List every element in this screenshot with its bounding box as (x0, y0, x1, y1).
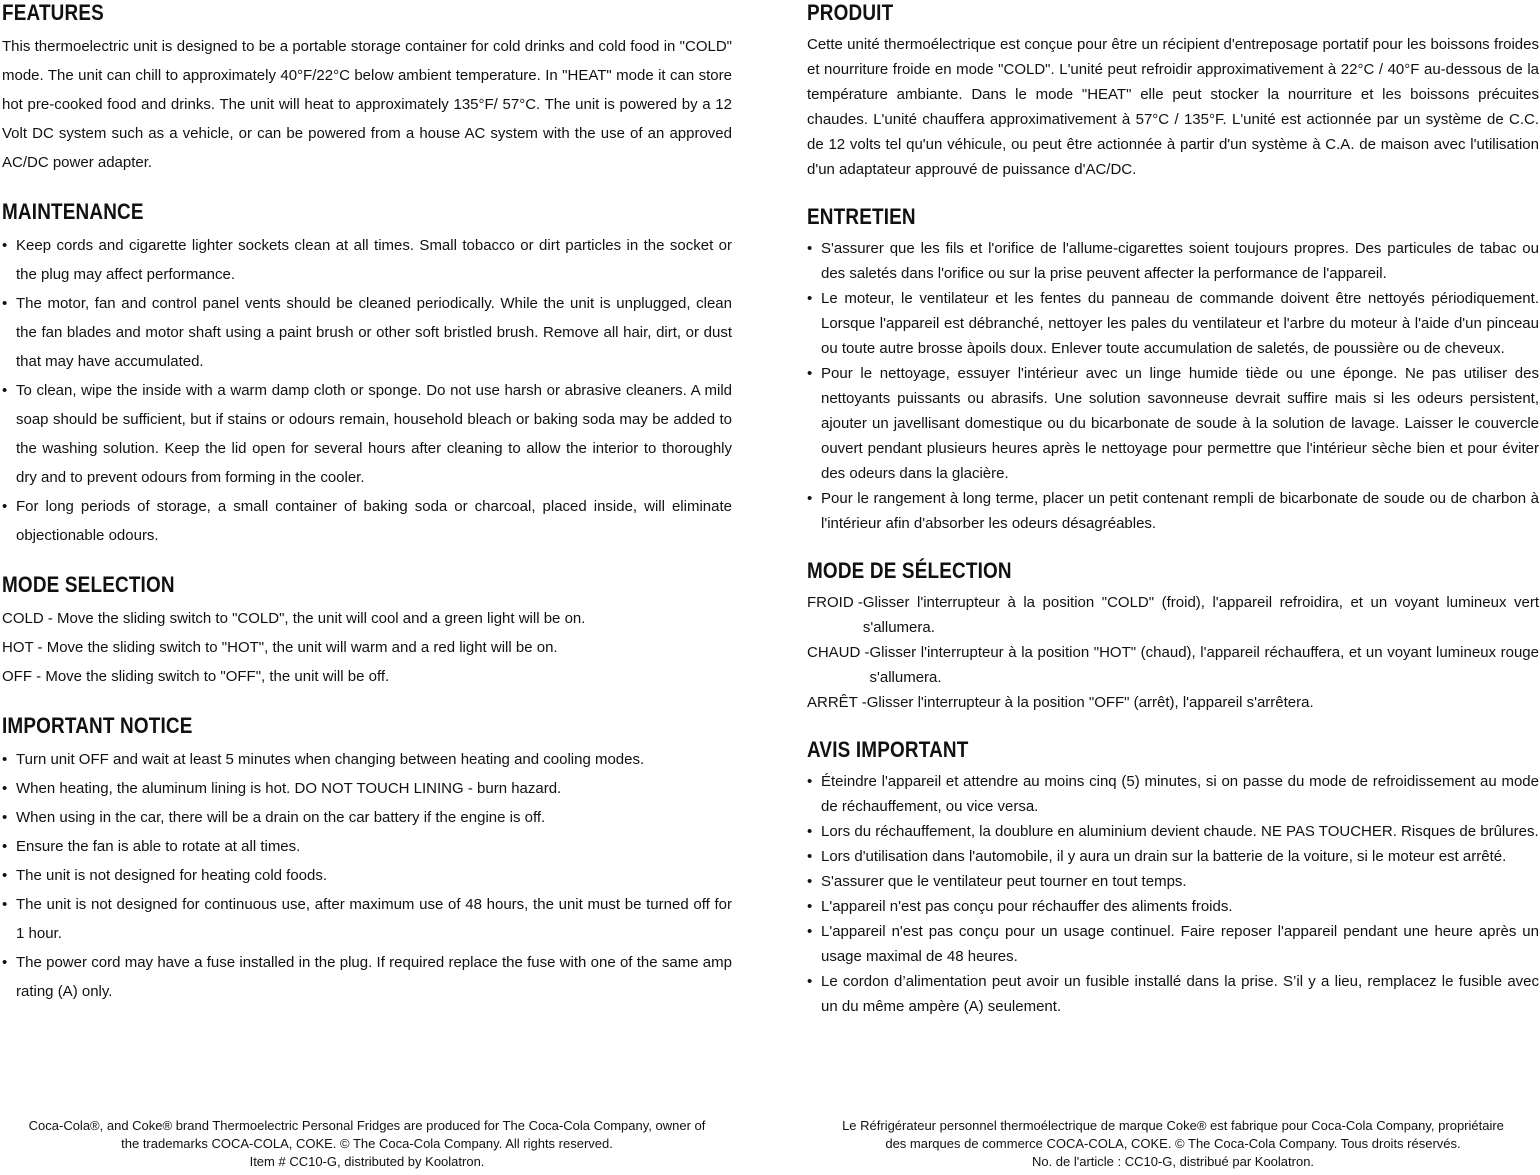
list-item: • Lors du réchauffement, la doublure en aluminium devient chaude. NE PAS TOUCHER. Risques de brûlures. (807, 819, 1539, 844)
list-item: • When using in the car, there will be a drain on the car battery if the engine is off. (2, 803, 732, 832)
english-column (2, 0, 732, 1006)
list-item: • Ensure the fan is able to rotate at all times. (2, 832, 732, 861)
avis-important-heading: AVIS IMPORTANT (807, 737, 969, 762)
mode-off: OFF - Move the sliding switch to "OFF", the unit will be off. (2, 668, 390, 685)
list-item: • When heating, the aluminum lining is hot. DO NOT TOUCH LINING - burn hazard. (2, 774, 732, 803)
mode-de-selection-section (807, 558, 1539, 715)
footer-line: des marques de commerce COCA-COLA, COKE. © The Coca-Cola Company. Tous droits réservés. (885, 1136, 1461, 1151)
footer-line: No. de l'article : CC10-G, distribué par Koolatron. (1031, 1154, 1315, 1169)
entretien-section (807, 204, 1539, 536)
mode-label: ARRÊT - (807, 694, 867, 711)
mode-arret (807, 690, 1539, 715)
mode-selection-section (2, 572, 732, 691)
french-footer (807, 1117, 1539, 1171)
important-notice-list (2, 745, 732, 1006)
list-item: • The motor, fan and control panel vents should be cleaned periodically. While the unit is unplugged, clean the fan blades and motor shaft using a paint brush or other soft bristled brush. Remove all hair, dirt, or dust that may have accumulated. (2, 289, 732, 376)
list-item: • L'appareil n'est pas conçu pour un usage continuel. Faire reposer l'appareil pendant une heure après un usage maximal de 48 heures. (807, 919, 1539, 969)
mode-de-selection-heading: MODE DE SÉLECTION (807, 558, 1012, 583)
list-item: • Éteindre l'appareil et attendre au moins cinq (5) minutes, si on passe du mode de refroidissement au mode de réchauffement, ou vice versa. (807, 769, 1539, 819)
french-column (807, 0, 1539, 1019)
list-item: • To clean, wipe the inside with a warm damp cloth or sponge. Do not use harsh or abrasive cleaners. A mild soap should be sufficient, but if stains or odours remain, household bleach or baking soda may be added to the washing solution. Keep the lid open for several hours after cleaning to allow the interior to thoroughly dry and to prevent odours from forming in the cooler. (2, 376, 732, 492)
avis-important-list (807, 769, 1539, 1019)
english-footer (2, 1117, 732, 1171)
list-item: • Keep cords and cigarette lighter sockets clean at all times. Small tobacco or dirt particles in the socket or the plug may affect performance. (2, 231, 732, 289)
mode-hot: HOT - Move the sliding switch to "HOT", the unit will warm and a red light will be on. (2, 639, 558, 656)
mode-selection-heading: MODE SELECTION (2, 572, 175, 597)
important-notice-section (2, 713, 732, 1006)
list-item: • Pour le nettoyage, essuyer l'intérieur avec un linge humide tiède ou une éponge. Ne pas utiliser des nettoyants puissants ou abrasifs. Une solution savonneuse devrait suffire mais si les odeurs persistent, ajouter un javellisant domestique ou du bicarbonate de soude à la solution de lavage. Laisser le couvercle ouvert pendant plusieurs heures après le nettoyage pour permettre que l'intérieur sèche bien et pour éviter des odeurs dans la glacière. (807, 361, 1539, 486)
produit-heading: PRODUIT (807, 0, 894, 25)
mode-text: Glisser l'interrupteur à la position "COLD" (froid), l'appareil refroidira, et un voyant lumineux vert s'allumera. (862, 594, 1539, 636)
features-section (2, 0, 732, 177)
footer-line: Coca-Cola®, and Coke® brand Thermoelectric Personal Fridges are produced for The Coca-Cola Company, owner of (28, 1118, 706, 1133)
produit-section (807, 0, 1539, 182)
mode-froid (807, 590, 1539, 640)
list-item: • S'assurer que les fils et l'orifice de l'allume-cigarettes soient toujours propres. Des particules de tabac ou des saletés dans l'orifice ou sur la prise peuvent affecter la performance de l'appareil. (807, 236, 1539, 286)
avis-important-section (807, 737, 1539, 1019)
maintenance-section (2, 199, 732, 550)
mode-label: CHAUD - (807, 644, 870, 661)
important-notice-heading: IMPORTANT NOTICE (2, 713, 193, 738)
list-item: • For long periods of storage, a small container of baking soda or charcoal, placed inside, will eliminate objectionable odours. (2, 492, 732, 550)
mode-label: FROID - (807, 594, 863, 611)
list-item: • The unit is not designed for heating cold foods. (2, 861, 732, 890)
list-item: • Lors d'utilisation dans l'automobile, il y aura un drain sur la batterie de la voiture, si le moteur est arrêté. (807, 844, 1539, 869)
footer-line: Item # CC10-G, distributed by Koolatron. (249, 1154, 485, 1169)
produit-text: Cette unité thermoélectrique est conçue pour être un récipient d'entreposage portatif pour les boissons froides et nourriture froide en mode "COLD". L'unité peut refroidir approximativement à 22°C / 40°F au-dessous de la température ambiante. Dans le mode "HEAT" elle peut stocker la nourriture et les boissons précuites chaudes. L'unité chauffera approximativement à 57°C / 135°F. L'unité est actionnée par un système de C.C. de 12 volts tel qu'un véhicule, ou peut être actionnée à partir d'un système à C.A. de maison avec l'utilisation d'un adaptateur approuvé de puissance d'AC/DC. (807, 36, 1539, 178)
list-item: • L'appareil n'est pas conçu pour réchauffer des aliments froids. (807, 894, 1539, 919)
list-item: • Le cordon d’alimentation peut avoir un fusible installé dans la prise. S’il y a lieu, remplacez le fusible avec un du même ampère (A) seulement. (807, 969, 1539, 1019)
maintenance-heading: MAINTENANCE (2, 199, 144, 224)
list-item: • The power cord may have a fuse installed in the plug. If required replace the fuse with one of the same amp rating (A) only. (2, 948, 732, 1006)
footer-line: Le Réfrigérateur personnel thermoélectrique de marque Coke® est fabrique pour Coca-Cola Company, propriétaire (842, 1118, 1504, 1133)
list-item: • Turn unit OFF and wait at least 5 minutes when changing between heating and cooling modes. (2, 745, 732, 774)
mode-chaud (807, 640, 1539, 690)
entretien-list (807, 236, 1539, 536)
mode-text: Glisser l'interrupteur à la position "OFF" (arrêt), l'appareil s'arrêtera. (866, 694, 1314, 711)
footer-line: the trademarks COCA-COLA, COKE. © The Coca-Cola Company. All rights reserved. (121, 1136, 613, 1151)
list-item: • S'assurer que le ventilateur peut tourner en tout temps. (807, 869, 1539, 894)
maintenance-list (2, 231, 732, 550)
mode-text: Glisser l'interrupteur à la position "HOT" (chaud), l'appareil réchauffera, et un voyant lumineux rouge s'allumera. (869, 644, 1539, 686)
features-heading: FEATURES (2, 0, 104, 25)
list-item: • The unit is not designed for continuous use, after maximum use of 48 hours, the unit must be turned off for 1 hour. (2, 890, 732, 948)
features-text: This thermoelectric unit is designed to be a portable storage container for cold drinks and cold food in "COLD" mode. The unit can chill to approximately 40°F/22°C below ambient temperature. In "HEAT" mode it can store hot pre-cooked food and drinks. The unit will heat to approximately 135°F/ 57°C. The unit is powered by a 12 Volt DC system such as a vehicle, or can be powered from a house AC system with the use of an approved AC/DC power adapter. (2, 38, 732, 171)
mode-cold: COLD - Move the sliding switch to "COLD", the unit will cool and a green light will be on. (2, 610, 586, 627)
list-item: • Le moteur, le ventilateur et les fentes du panneau de commande doivent être nettoyés périodiquement. Lorsque l'appareil est débranché, nettoyer les pales du ventilateur et l'arbre du moteur à l'aide d'un pinceau ou toute autre brosse àpoils doux. Enlever toute accumulation de saletés, de poussière ou de cheveux. (807, 286, 1539, 361)
entretien-heading: ENTRETIEN (807, 204, 916, 229)
list-item: • Pour le rangement à long terme, placer un petit contenant rempli de bicarbonate de soude ou de charbon à l'intérieur afin d'absorber les odeurs désagréables. (807, 486, 1539, 536)
